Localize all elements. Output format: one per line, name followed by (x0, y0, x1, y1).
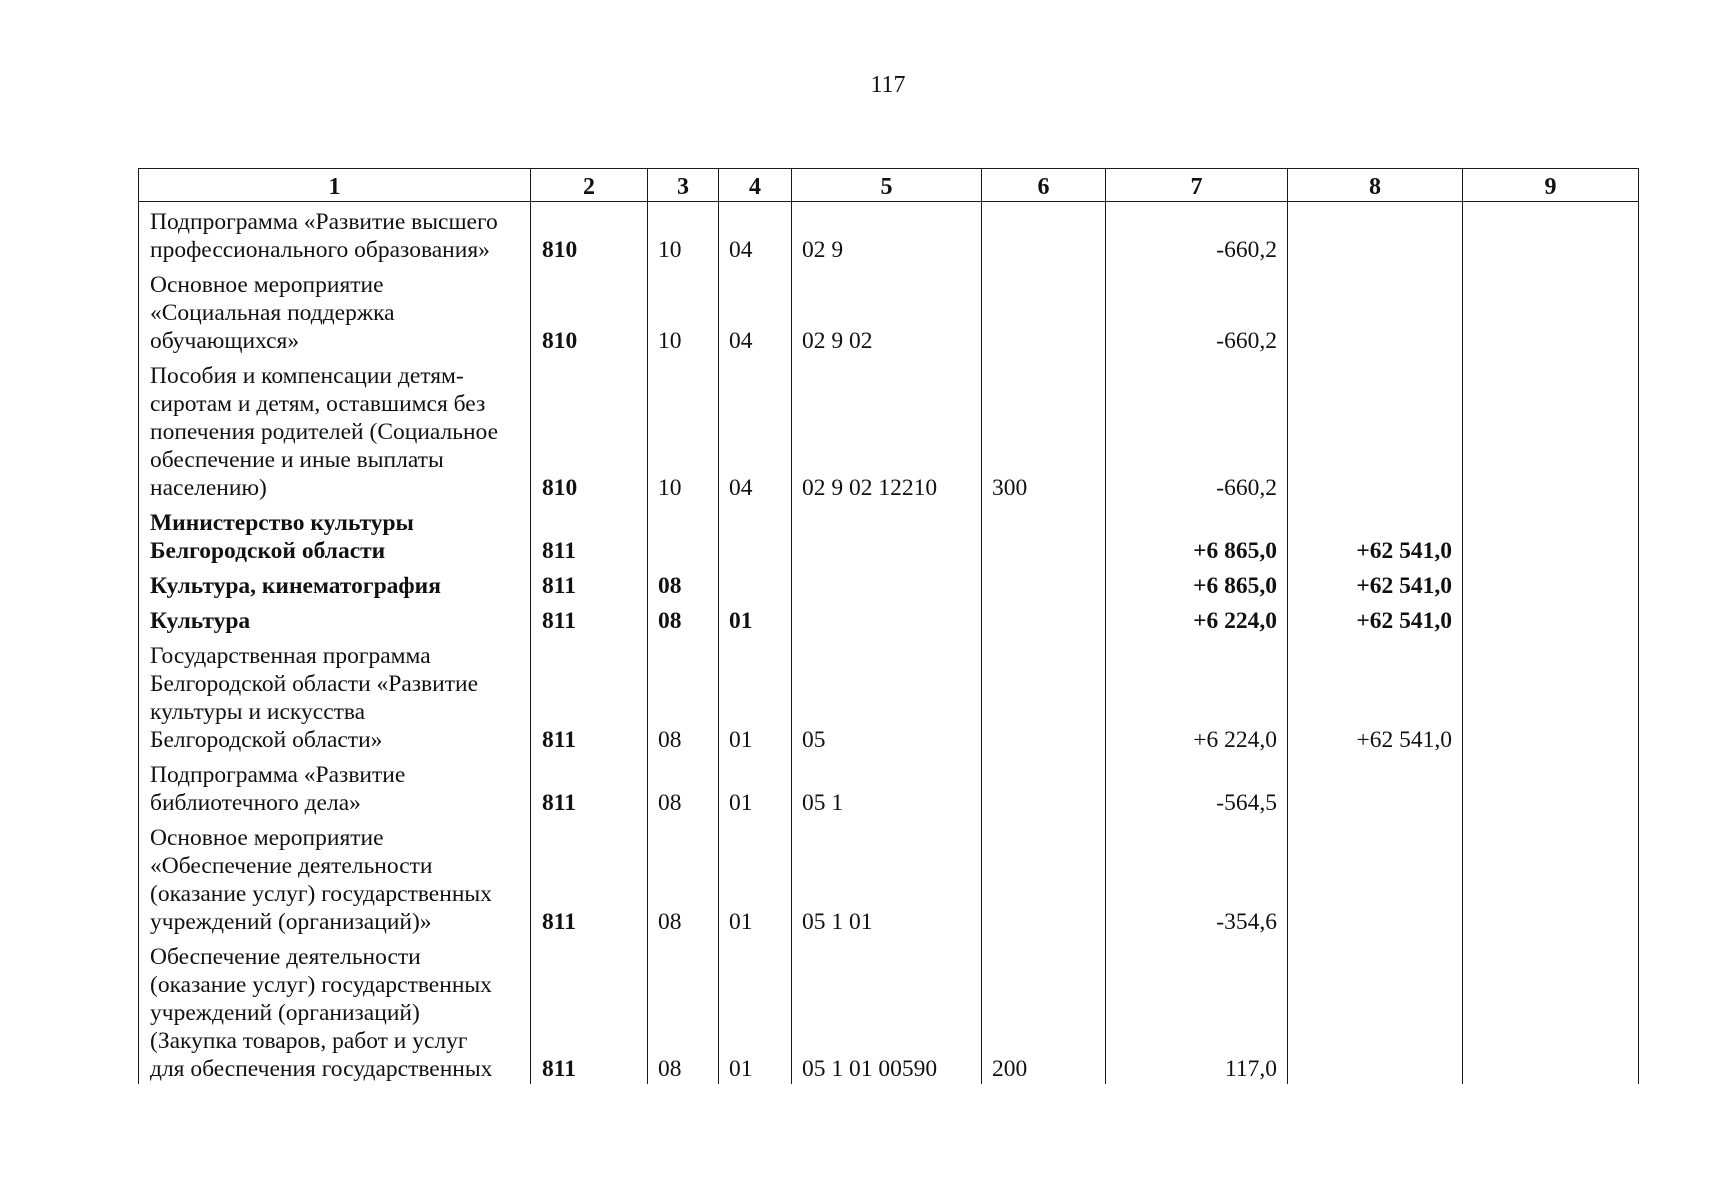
column-header-5: 5 (792, 169, 982, 202)
row-section-code (648, 503, 719, 566)
row-subsection-code: 01 (719, 937, 792, 1084)
table-row (139, 755, 1639, 818)
row-section-code: 08 (648, 601, 719, 636)
table-row (139, 937, 1639, 1084)
row-amount-col9 (1463, 601, 1639, 636)
column-header-6: 6 (982, 169, 1106, 202)
column-header-9: 9 (1463, 169, 1639, 202)
row-description: Государственная программа Белгородской области «Развитие культуры и искусства Белгородской области» (139, 636, 531, 755)
table-row (139, 356, 1639, 503)
row-amount-col7: +6 865,0 (1106, 566, 1288, 601)
budget-table-container (138, 168, 1638, 1084)
row-section-code: 08 (648, 818, 719, 937)
row-expense-type (982, 755, 1106, 818)
row-amount-col9 (1463, 937, 1639, 1084)
row-expense-type (982, 636, 1106, 755)
row-amount-col8 (1288, 818, 1463, 937)
column-header-1: 1 (139, 169, 531, 202)
row-expense-type (982, 265, 1106, 356)
row-expense-type (982, 566, 1106, 601)
row-amount-col7: -564,5 (1106, 755, 1288, 818)
row-admin-code: 811 (531, 818, 648, 937)
row-target-article (792, 601, 982, 636)
row-expense-type (982, 202, 1106, 266)
row-admin-code: 810 (531, 265, 648, 356)
row-amount-col8: +62 541,0 (1288, 601, 1463, 636)
row-admin-code: 811 (531, 755, 648, 818)
table-row (139, 636, 1639, 755)
row-amount-col7: -660,2 (1106, 202, 1288, 266)
row-admin-code: 811 (531, 566, 648, 601)
row-amount-col9 (1463, 202, 1639, 266)
row-section-code: 08 (648, 755, 719, 818)
row-amount-col8: +62 541,0 (1288, 566, 1463, 601)
row-subsection-code: 01 (719, 818, 792, 937)
column-header-4: 4 (719, 169, 792, 202)
row-description: Пособия и компенсации детям- сиротам и детям, оставшимся без попечения родителей (Социальное обеспечение и иные выплаты населению) (139, 356, 531, 503)
row-expense-type: 300 (982, 356, 1106, 503)
row-subsection-code (719, 566, 792, 601)
row-amount-col8: +62 541,0 (1288, 503, 1463, 566)
row-section-code: 10 (648, 356, 719, 503)
row-admin-code: 810 (531, 356, 648, 503)
row-admin-code: 811 (531, 636, 648, 755)
row-amount-col9 (1463, 503, 1639, 566)
row-target-article: 05 1 (792, 755, 982, 818)
row-amount-col8 (1288, 937, 1463, 1084)
row-description: Основное мероприятие «Обеспечение деятельности (оказание услуг) государственных учреждений (организаций)» (139, 818, 531, 937)
row-subsection-code: 04 (719, 265, 792, 356)
row-description: Министерство культуры Белгородской области (139, 503, 531, 566)
row-amount-col7: +6 224,0 (1106, 601, 1288, 636)
column-header-8: 8 (1288, 169, 1463, 202)
row-description: Обеспечение деятельности (оказание услуг) государственных учреждений (организаций) (Закупка товаров, работ и услуг для обеспечения государственных (139, 937, 531, 1084)
row-amount-col8 (1288, 755, 1463, 818)
row-subsection-code: 01 (719, 636, 792, 755)
row-amount-col7: +6 224,0 (1106, 636, 1288, 755)
table-row (139, 818, 1639, 937)
row-amount-col9 (1463, 356, 1639, 503)
row-amount-col7: 117,0 (1106, 937, 1288, 1084)
row-amount-col8 (1288, 265, 1463, 356)
row-amount-col9 (1463, 566, 1639, 601)
row-subsection-code: 04 (719, 202, 792, 266)
row-target-article: 02 9 (792, 202, 982, 266)
row-admin-code: 811 (531, 601, 648, 636)
table-body (139, 202, 1639, 1085)
page-number (0, 72, 1726, 99)
row-section-code: 10 (648, 265, 719, 356)
row-amount-col9 (1463, 818, 1639, 937)
row-amount-col8 (1288, 356, 1463, 503)
row-subsection-code (719, 503, 792, 566)
row-amount-col9 (1463, 636, 1639, 755)
table-row (139, 202, 1639, 266)
row-subsection-code: 01 (719, 755, 792, 818)
row-description: Подпрограмма «Развитие библиотечного дела» (139, 755, 531, 818)
row-amount-col7: +6 865,0 (1106, 503, 1288, 566)
row-section-code: 10 (648, 202, 719, 266)
table-row (139, 265, 1639, 356)
row-subsection-code: 01 (719, 601, 792, 636)
table-header-row (139, 169, 1639, 202)
row-description: Подпрограмма «Развитие высшего профессионального образования» (139, 202, 531, 266)
page-number-text: 117 (870, 72, 906, 98)
table-row (139, 503, 1639, 566)
budget-table (138, 168, 1639, 1084)
row-expense-type (982, 818, 1106, 937)
row-subsection-code: 04 (719, 356, 792, 503)
table-row (139, 601, 1639, 636)
row-target-article: 05 1 01 (792, 818, 982, 937)
row-description: Культура (139, 601, 531, 636)
row-expense-type: 200 (982, 937, 1106, 1084)
row-description: Основное мероприятие «Социальная поддержка обучающихся» (139, 265, 531, 356)
row-amount-col7: -354,6 (1106, 818, 1288, 937)
row-admin-code: 811 (531, 937, 648, 1084)
row-description: Культура, кинематография (139, 566, 531, 601)
column-header-2: 2 (531, 169, 648, 202)
column-header-7: 7 (1106, 169, 1288, 202)
row-amount-col9 (1463, 265, 1639, 356)
row-section-code: 08 (648, 937, 719, 1084)
row-amount-col8: +62 541,0 (1288, 636, 1463, 755)
row-admin-code: 811 (531, 503, 648, 566)
row-admin-code: 810 (531, 202, 648, 266)
column-header-3: 3 (648, 169, 719, 202)
row-target-article: 05 (792, 636, 982, 755)
row-section-code: 08 (648, 566, 719, 601)
row-target-article (792, 503, 982, 566)
row-target-article: 05 1 01 00590 (792, 937, 982, 1084)
row-target-article (792, 566, 982, 601)
row-amount-col8 (1288, 202, 1463, 266)
row-amount-col7: -660,2 (1106, 265, 1288, 356)
row-target-article: 02 9 02 12210 (792, 356, 982, 503)
row-expense-type (982, 503, 1106, 566)
table-row (139, 566, 1639, 601)
row-target-article: 02 9 02 (792, 265, 982, 356)
row-section-code: 08 (648, 636, 719, 755)
row-amount-col7: -660,2 (1106, 356, 1288, 503)
row-expense-type (982, 601, 1106, 636)
row-amount-col9 (1463, 755, 1639, 818)
